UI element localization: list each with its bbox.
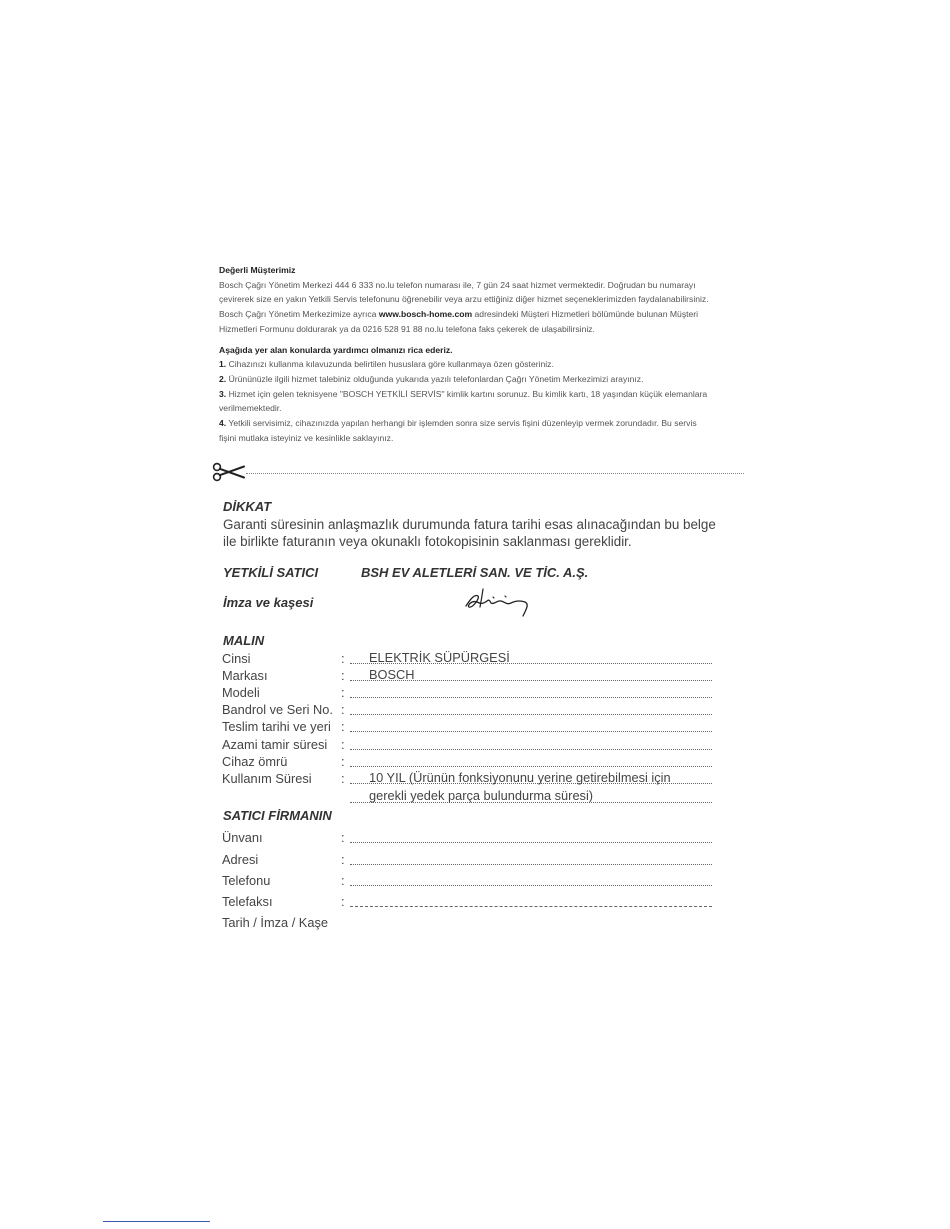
intro-heading: Değerli Müşterimiz (219, 265, 296, 275)
customer-info-section (219, 263, 711, 445)
repair-time-field[interactable] (350, 749, 712, 750)
help-heading: Aşağıda yer alan konularda yardımcı olmanızı rica ederiz. (219, 344, 453, 355)
product-type-value[interactable]: ELEKTRİK SÜPÜRGESİ (369, 650, 510, 665)
intro-paragraph-1: Bosch Çağrı Yönetim Merkezi 444 6 333 no.lu telefon numarası ile, 7 gün 24 saat hizmet vermektedir. Doğrudan bu numarayı çevirerek size en yakın Yetkili Servis telefonunu öğrenebilir veya arzu ettiğiniz diğer hizmet seçeneklerimizden faydalanabilirsiniz. (219, 279, 709, 305)
dealer-label: YETKİLİ SATICI (223, 565, 319, 580)
product-section-title: MALIN (223, 633, 265, 648)
help-item-2: 2. Ürününüzle ilgili hizmet talebiniz olduğunda yukarıda yazılı telefonlardan Çağrı Yönetim Merkezimizi arayınız. (219, 373, 644, 384)
help-item-4: 4. Yetkili servisimiz, cihazınızda yapılan herhangi bir işlemden sonra size servis fişini düzenleyip vermek zorundadır. Bu servis fişini mutlaka isteyiniz ve kesinlikle saklayınız. (219, 418, 697, 443)
seller-fax-row: Telefaksı : (222, 894, 712, 911)
seller-fax-field[interactable] (350, 906, 712, 907)
brand-value[interactable]: BOSCH (369, 667, 415, 682)
usage-period-row: Kullanım Süresi : 10 YIL (Ürünün fonksiyonunu yerine getirebilmesi için gerekli yedek parça bulundurma süresi) (222, 771, 712, 805)
brand-row: Markası : BOSCH (222, 668, 712, 685)
model-field[interactable] (350, 697, 712, 698)
scissors-icon (212, 462, 246, 482)
delivery-field[interactable] (350, 731, 712, 732)
seller-phone-row: Telefonu : (222, 873, 712, 890)
signature (463, 586, 533, 620)
intro-paragraph-2: Bosch Çağrı Yönetim Merkezimize ayrıca www.bosch-home.com adresindeki Müşteri Hizmetleri bölümünde bulunan Müşteri Hizmetleri Formunu doldurarak ya da 0216 528 91 88 no.lu telefona faks çekerek de ulaşabilirsiniz. (219, 309, 699, 334)
seller-address-row: Adresi : (222, 852, 712, 869)
serial-field[interactable] (350, 714, 712, 715)
help-item-1: 1. Cihazınızı kullanma kılavuzunda belirtilen hususlara göre kullanmaya özen gösteriniz. (219, 359, 554, 370)
date-signature-stamp-label: Tarih / İmza / Kaşe (222, 915, 328, 930)
cut-line (212, 462, 744, 482)
dikkat-text: Garanti süresinin anlaşmazlık durumunda fatura tarihi esas alınacağından bu belge ile birlikte faturanın veya okunaklı fotokopisinin saklanması gereklidir. (223, 517, 716, 549)
footer-link-rule (103, 1221, 210, 1222)
seller-title-row: Ünvanı : (222, 830, 712, 847)
dikkat-title: DİKKAT (223, 499, 272, 514)
signature-label: İmza ve kaşesi (223, 595, 314, 610)
seller-address-field[interactable] (350, 864, 712, 865)
dotted-cut-rule (246, 473, 744, 474)
delivery-row: Teslim tarihi ve yeri : (222, 719, 712, 736)
repair-time-row: Azami tamir süresi : (222, 737, 712, 754)
serial-row: Bandrol ve Seri No. : (222, 702, 712, 719)
seller-phone-field[interactable] (350, 885, 712, 886)
model-row: Modeli : (222, 685, 712, 702)
device-life-field[interactable] (350, 766, 712, 767)
device-life-row: Cihaz ömrü : (222, 754, 712, 771)
seller-title-field[interactable] (350, 842, 712, 843)
usage-period-line-1: 10 YIL (Ürünün fonksiyonunu yerine getirebilmesi için (369, 770, 671, 785)
dealer-name: BSH EV ALETLERİ SAN. VE TİC. A.Ş. (361, 565, 589, 580)
website-link[interactable]: www.bosch-home.com (378, 309, 473, 320)
product-type-row: Cinsi : ELEKTRİK SÜPÜRGESİ (222, 651, 712, 668)
help-item-3: 3. Hizmet için gelen teknisyene "BOSCH YETKİLİ SERVİS" kimlik kartını sorunuz. Bu kimlik kartı, 18 yaşından küçük elemanlara verilmemektedir. (219, 388, 708, 414)
seller-section-title: SATICI FİRMANIN (223, 808, 332, 823)
usage-period-line-2: gerekli yedek parça bulundurma süresi) (369, 788, 594, 803)
